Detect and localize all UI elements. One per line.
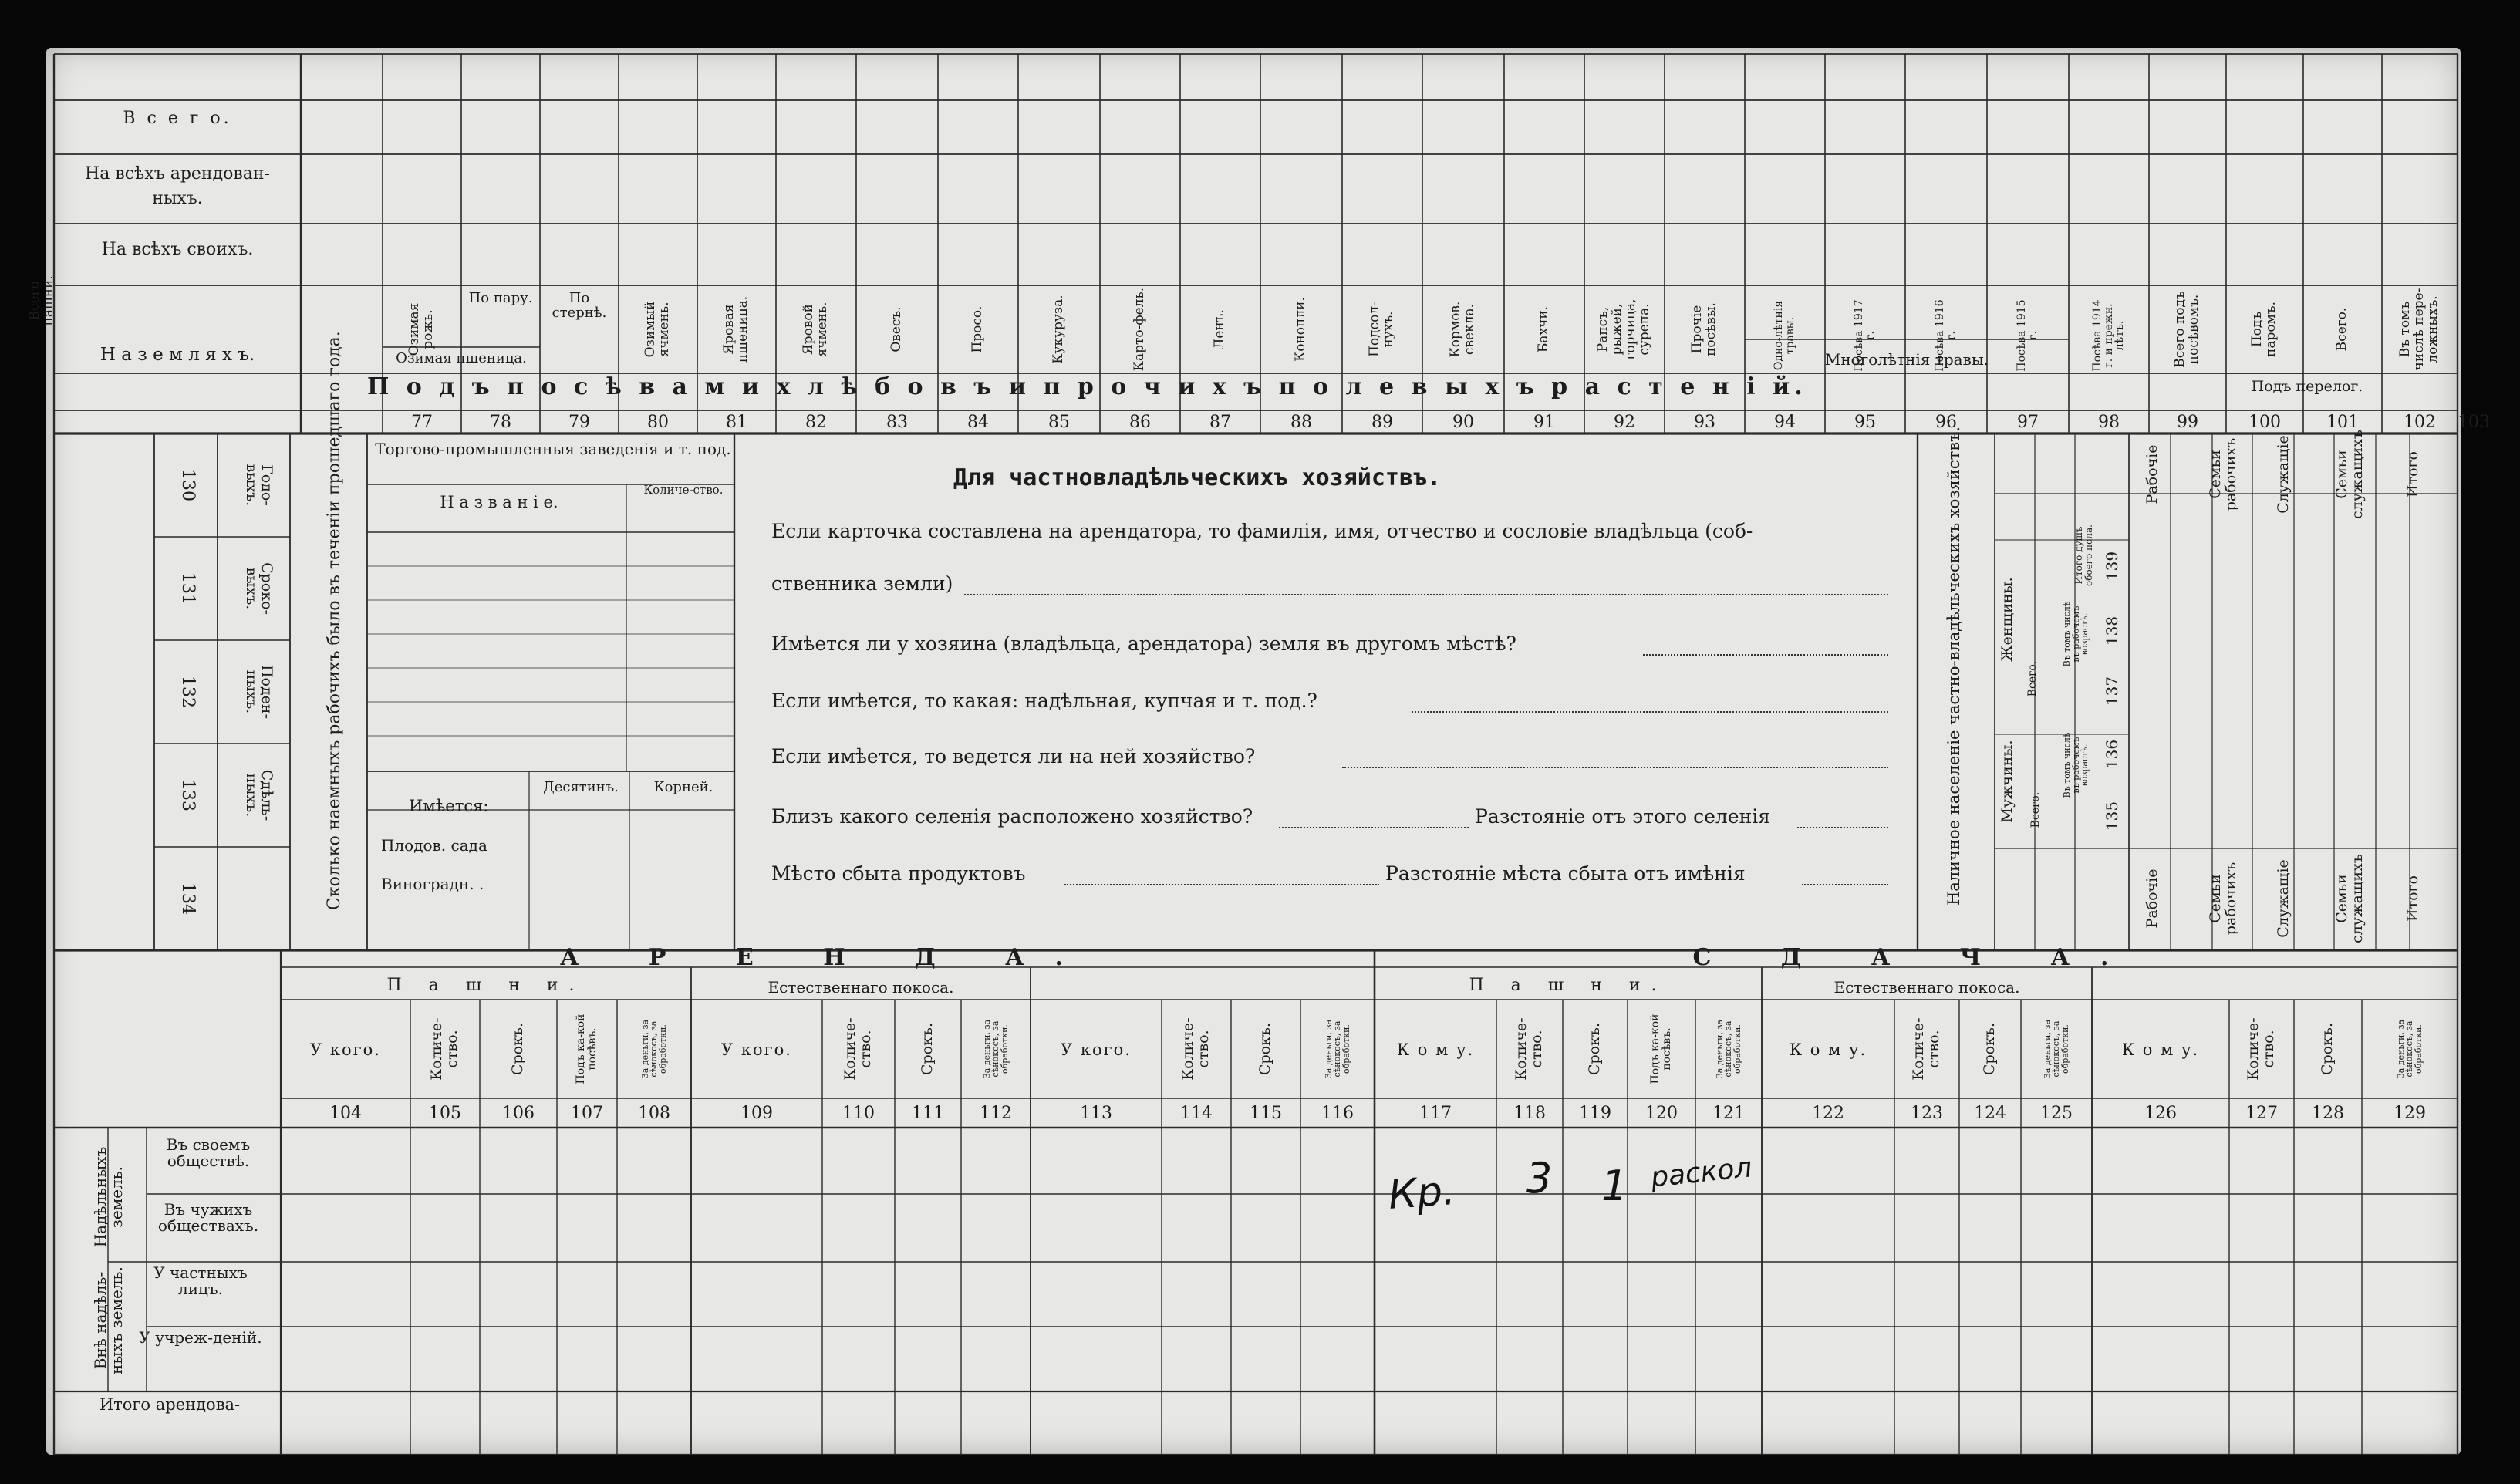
crop-header-102: Въ томъ числѣ пере-ложныхъ. [2397, 288, 2441, 371]
lease-col-header-120: Подъ ка-кой посѣвъ. [1649, 1014, 1673, 1084]
lease-col-header-110: Количе-ство. [842, 1017, 874, 1081]
hired-worker-type-131: Сроко-выхъ. [243, 562, 275, 615]
lease-col-number-123: 123 [1911, 1104, 1943, 1123]
staff-col-bottom-4: Итого [2404, 875, 2421, 922]
lease-col-header-116: За деньги, за сѣнокосъ, за обработки. [1323, 1019, 1351, 1079]
crop-header-85: Кукуруза. [1051, 295, 1067, 364]
row-label-on-lands: Н а з е м л я х ъ. [100, 345, 255, 365]
lease-col-number-115: 115 [1250, 1104, 1282, 1123]
crop-col-number-91: 91 [1533, 413, 1555, 432]
crop-header-82: Яровой ячмень. [801, 302, 830, 357]
crop-header-103: Всего пашни. [27, 275, 56, 326]
men-label: Мужчины. [1999, 740, 2016, 823]
q-near-village: Близъ какого селенiя расположено хозяйство? [771, 805, 1253, 828]
lease-col-number-106: 106 [502, 1104, 535, 1123]
lease-col-number-105: 105 [429, 1104, 461, 1123]
lease-col-number-119: 119 [1579, 1104, 1611, 1123]
sown-band-title: П о д ъ п о с ѣ в а м и х л ѣ б о в ъ и п р о ч и х ъ п о л е в ы х ъ р а с т е н i й. [367, 375, 1807, 400]
lease-col-header-112: За деньги, за сѣнокосъ, за обработки. [981, 1019, 1010, 1079]
lease-col-number-110: 110 [842, 1104, 875, 1123]
women-working-age-label: Въ томъ числѣ въ рабочемъ возрастѣ. [2062, 601, 2090, 667]
orchard-label: Плодов. сада [381, 836, 487, 855]
women-total-label: Всего. [2026, 660, 2039, 697]
q-land-type: Если имѣется, то какая: надѣльная, купчая и т. под.? [771, 690, 1317, 712]
answer-line-2 [1643, 654, 1888, 656]
crop-col-number-87: 87 [1209, 413, 1231, 432]
hired-worker-row-number-132: 132 [178, 676, 197, 708]
answer-line-6 [1797, 827, 1888, 828]
q-owner-line-2: ственника земли) [771, 572, 953, 595]
women-label: Женщины. [1999, 577, 2016, 662]
orchard-has-label: Имѣется: [409, 797, 489, 815]
crop-col-number-88: 88 [1290, 413, 1312, 432]
crop-header-87: Ленъ. [1212, 309, 1228, 349]
crop-header-91: Бахчи. [1536, 305, 1552, 353]
row-own-community: Въ своемъ обществѣ. [166, 1135, 251, 1170]
sdacha-arable-header: П а ш н и. [1469, 976, 1668, 995]
lease-col-number-118: 118 [1513, 1104, 1546, 1123]
population-vertical-label: Наличное населенiе частно-владѣльческихъ хозяйствъ. [1945, 426, 1963, 906]
crop-header-79: По стернѣ. [552, 290, 607, 321]
crop-col-number-90: 90 [1452, 413, 1474, 432]
crop-col-number-103: 103 [2458, 413, 2490, 432]
population-col-number-139: 139 [2103, 551, 2121, 582]
non-allotment-lands-label: Внѣ надѣль-ныхъ земель. [91, 1266, 126, 1374]
hired-worker-row-number-131: 131 [178, 572, 197, 605]
q-market-distance: Разстоянiе мѣста сбыта отъ имѣнiя [1385, 862, 1746, 885]
dessiatin-col: Десятинъ. [543, 779, 619, 795]
arenda-title: А Р Е Н Д А. [560, 944, 1094, 971]
lease-col-header-113: У кого. [1061, 1040, 1132, 1059]
row-label-rented-1: На всѣхъ арендован- [85, 164, 270, 184]
crop-col-number-78: 78 [490, 413, 511, 432]
answer-line-7 [1064, 884, 1379, 885]
crop-col-number-101: 101 [2326, 413, 2359, 432]
crop-header-96: Посѣва 1916 г. [1934, 299, 1958, 372]
row-total-rented: Итого арендова- [99, 1395, 241, 1414]
crop-header-99: Всего подъ посѣвомъ. [2172, 291, 2201, 368]
crop-col-number-77: 77 [411, 413, 433, 432]
handwritten-to-whom: Кр. [1386, 1168, 1457, 1219]
population-col-number-136: 136 [2103, 739, 2121, 770]
sdacha-hay-header: Естественнаго покоса. [1833, 978, 2020, 997]
crop-col-number-98: 98 [2098, 413, 2120, 432]
crop-header-77: Озимая рожь. [407, 302, 436, 356]
vineyard-label: Виноградн. . [381, 875, 484, 893]
staff-col-top-0: Рабочiе [2144, 444, 2161, 504]
lease-col-number-126: 126 [2144, 1104, 2177, 1123]
lease-col-number-124: 124 [1974, 1104, 2006, 1123]
lease-col-number-122: 122 [1812, 1104, 1844, 1123]
crop-col-number-89: 89 [1371, 413, 1393, 432]
lease-col-number-104: 104 [329, 1104, 362, 1123]
arenda-arable-header: П а ш н и. [386, 976, 585, 995]
lease-col-header-104: У кого. [310, 1040, 381, 1059]
answer-line-8 [1802, 884, 1888, 885]
crop-header-100: Подъ паромъ. [2249, 301, 2279, 358]
crop-col-number-82: 82 [805, 413, 827, 432]
men-working-age-label: Въ томъ числѣ въ рабочемъ возрастѣ. [2062, 732, 2090, 798]
q-farming: Если имѣется, то ведется ли на ней хозяйство? [771, 745, 1256, 767]
crop-header-80: Озимый ячмень. [643, 301, 672, 358]
lease-col-number-121: 121 [1712, 1104, 1745, 1123]
crop-header-90: Кормов. свекла. [1448, 301, 1477, 358]
private-farms-title: Для частновладѣльческихъ хозяйствъ. [953, 464, 1442, 491]
crop-col-number-97: 97 [2017, 413, 2039, 432]
lease-col-header-115: Срокъ. [1257, 1022, 1274, 1076]
lease-col-header-121: За деньги, за сѣнокосъ, за обработки. [1714, 1019, 1742, 1079]
lease-col-number-112: 112 [980, 1104, 1012, 1123]
lease-col-header-105: Количе-ство. [428, 1017, 460, 1081]
hired-worker-type-132: Поден-ныхъ. [243, 664, 275, 720]
q-other-land: Имѣется ли у хозяина (владѣльца, арендатора) земля въ другомъ мѣстѣ? [771, 632, 1516, 655]
crop-col-number-80: 80 [647, 413, 669, 432]
lease-col-number-116: 116 [1321, 1104, 1354, 1123]
crop-header-89: Подсол-нухъ. [1367, 302, 1396, 357]
staff-col-bottom-0: Рабочiе [2144, 868, 2161, 929]
crop-col-number-99: 99 [2177, 413, 2198, 432]
crop-header-94: Одно-лѣтнiя травы. [1773, 300, 1796, 371]
lease-col-header-114: Количе-ство. [1179, 1017, 1212, 1081]
crop-col-number-93: 93 [1694, 413, 1715, 432]
staff-col-top-1: Семьи рабочихъ [2207, 437, 2239, 511]
arenda-hay-header: Естественнаго покоса. [767, 978, 954, 997]
crop-header-78: По пару. [468, 290, 533, 306]
staff-col-bottom-2: Служащiе [2275, 859, 2292, 938]
staff-col-bottom-3: Семьи служащихъ [2333, 854, 2366, 943]
row-institutions: У учреж-денiй. [139, 1328, 262, 1347]
crop-header-101: Всего. [2334, 307, 2350, 352]
lease-col-header-118: Количе-ство. [1513, 1017, 1545, 1081]
crop-col-number-94: 94 [1774, 413, 1796, 432]
crop-col-number-96: 96 [1935, 413, 1957, 432]
crop-col-number-81: 81 [726, 413, 747, 432]
crop-header-81: Яровая пшеница. [721, 295, 751, 363]
lease-col-header-109: У кого. [721, 1040, 792, 1059]
q-village-distance: Разстоянiе отъ этого селенiя [1475, 805, 1771, 828]
lease-col-number-127: 127 [2245, 1104, 2278, 1123]
crop-col-number-86: 86 [1129, 413, 1151, 432]
lease-col-number-125: 125 [2040, 1104, 2073, 1123]
trade-col-qty: Количе-ство. [643, 483, 724, 497]
answer-line-3 [1412, 711, 1888, 713]
sdacha-title: С Д А Ч А. [1692, 944, 2140, 971]
hired-worker-row-number-134: 134 [178, 882, 197, 915]
hired-worker-type-133: Сдѣль-ныхъ. [243, 769, 275, 821]
hired-worker-row-number-133: 133 [178, 779, 197, 811]
hired-workers-vertical-label: Сколько наемныхъ рабочихъ было въ теченiи прошедшаго года. [325, 331, 344, 910]
answer-line-1 [964, 594, 1888, 595]
lease-col-header-124: Срокъ. [1981, 1022, 1999, 1076]
crop-header-92: Рапсъ, рыжей, горчица, сурепа. [1595, 298, 1652, 360]
population-col-number-135: 135 [2103, 801, 2121, 831]
lease-col-number-107: 107 [571, 1104, 603, 1123]
row-label-total: В с е г о. [123, 109, 232, 128]
lease-col-number-114: 114 [1180, 1104, 1213, 1123]
staff-col-top-2: Служащiе [2275, 435, 2292, 514]
lease-col-header-127: Количе-ство. [2245, 1017, 2277, 1081]
lease-col-number-117: 117 [1419, 1104, 1452, 1123]
row-other-communities: Въ чужихъ обществахъ. [157, 1200, 259, 1235]
hired-worker-row-number-130: 130 [178, 469, 197, 501]
lease-col-header-122: К о м у. [1789, 1040, 1867, 1059]
q-market: Мѣсто сбыта продуктовъ [771, 862, 1026, 885]
crop-header-83: Овесъ. [889, 306, 905, 352]
group-fallow: Подъ перелог. [2251, 378, 2363, 395]
handwritten-term: 1 [1601, 1162, 1628, 1210]
crop-col-number-85: 85 [1048, 413, 1070, 432]
hired-worker-type-130: Годо-выхъ. [243, 464, 275, 507]
population-col-number-137: 137 [2103, 676, 2121, 707]
crop-col-number-92: 92 [1614, 413, 1635, 432]
lease-col-number-113: 113 [1080, 1104, 1112, 1123]
trade-title-1: Торгово-промышленныя заведенiя и т. под. [375, 440, 731, 458]
men-total-label: Всего. [2029, 791, 2042, 828]
crop-header-88: Конопли. [1293, 297, 1309, 362]
lease-col-header-117: К о м у. [1396, 1040, 1475, 1059]
crop-header-98: Посѣва 1914 г. и прежн. лѣтъ. [2090, 299, 2127, 372]
lease-col-number-120: 120 [1645, 1104, 1678, 1123]
lease-col-header-108: За деньги, за сѣнокосъ, за обработки. [639, 1019, 668, 1079]
lease-col-header-111: Срокъ. [919, 1022, 936, 1076]
handwritten-crop: раскол [1649, 1152, 1754, 1194]
crop-col-number-102: 102 [2404, 413, 2436, 432]
roots-col: Корней. [653, 779, 713, 795]
lease-col-header-125: За деньги, за сѣнокосъ, за обработки. [2042, 1019, 2070, 1079]
row-label-own: На всѣхъ своихъ. [101, 240, 254, 259]
lease-col-number-129: 129 [2393, 1104, 2426, 1123]
allotment-lands-label: Надѣльныхъ земель. [91, 1146, 126, 1248]
lease-col-header-119: Срокъ. [1586, 1022, 1604, 1076]
lease-col-header-128: Срокъ. [2319, 1022, 2336, 1076]
lease-col-number-128: 128 [2312, 1104, 2344, 1123]
lease-col-number-109: 109 [740, 1104, 773, 1123]
crop-header-97: Посѣва 1915 г. [2016, 299, 2039, 372]
handwritten-quantity: 3 [1526, 1154, 1553, 1202]
lease-col-header-129: За деньги, за сѣнокосъ, за обработки. [2395, 1019, 2424, 1079]
lease-col-header-126: К о м у. [2121, 1040, 2200, 1059]
answer-line-5 [1279, 827, 1469, 828]
row-label-rented-2: ныхъ. [152, 189, 203, 208]
crop-col-number-83: 83 [886, 413, 908, 432]
crop-col-number-95: 95 [1854, 413, 1876, 432]
group-winter-wheat: Озимая пшеница. [396, 350, 527, 366]
lease-col-header-106: Срокъ. [509, 1022, 527, 1076]
lease-col-number-108: 108 [638, 1104, 670, 1123]
lease-col-header-123: Количе-ство. [1910, 1017, 1942, 1081]
row-private-persons: У частныхъ лицъ. [153, 1263, 248, 1298]
population-col-number-138: 138 [2103, 616, 2121, 646]
staff-col-top-3: Семьи служащихъ [2333, 430, 2366, 519]
answer-line-4 [1342, 767, 1888, 768]
lease-col-header-107: Подъ ка-кой посѣвъ. [575, 1014, 599, 1084]
crop-col-number-79: 79 [568, 413, 590, 432]
crop-header-95: Посѣва 1917 г. [1853, 299, 1877, 372]
total-both-sexes-label: Итого душъ обоего пола. [2073, 524, 2094, 586]
q-owner-line-1: Если карточка составлена на арендатора, то фамилiя, имя, отчество и сословiе владѣльца (соб- [771, 520, 1753, 542]
crop-col-number-84: 84 [967, 413, 989, 432]
crop-header-84: Просо. [970, 305, 986, 353]
lease-col-number-111: 111 [912, 1104, 944, 1123]
staff-col-bottom-1: Семьи рабочихъ [2207, 862, 2239, 936]
trade-col-name: Н а з в а н i е. [440, 493, 558, 511]
crop-col-number-100: 100 [2248, 413, 2281, 432]
staff-col-top-4: Итого [2404, 451, 2421, 497]
crop-header-86: Карто-фель. [1132, 287, 1148, 372]
crop-header-93: Прочiе посѣвы. [1689, 302, 1719, 356]
group-perennial-grasses: Многолѣтнiя травы. [1824, 350, 1989, 369]
